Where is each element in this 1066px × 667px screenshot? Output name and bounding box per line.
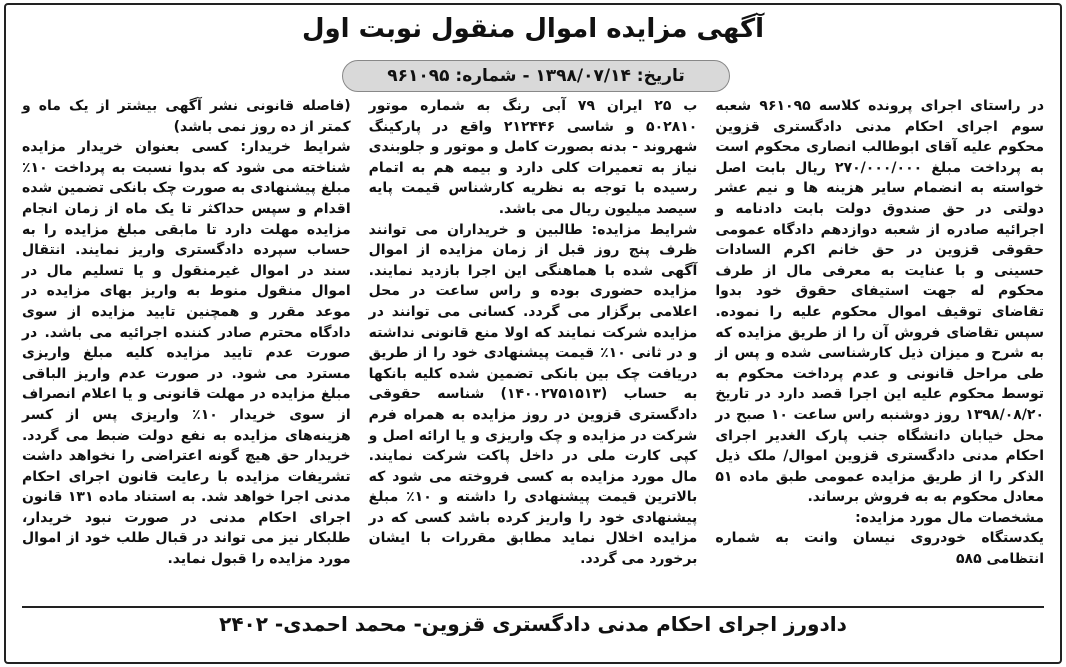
column-left xyxy=(20,96,353,596)
column-right xyxy=(713,96,1046,596)
buyer-conditions: شرایط خریدار: کسی بعنوان خریدار مزایده شناخته می شود که بدوا نسبت به پرداخت ۱۰٪ مبلغ پیشنهادی به صورت چک بانکی تضمین شده اقدام و سپس حداکثر تا یک ماه از زمان انجام مزایده مهلت دارد تا مابقی مبلغ مزایده را به حساب سپرده دادگستری واریز نمایند. انتقال سند در اموال غیرمنقول و یا تسلیم مال در اموال منقول منوط به واریز بهای مزایده در موعد مقرر و همچنین تایید مزایده از سوی دادگاه محترم صادر کننده اجرائیه می باشد. در صورت عدم تایید مزایده کلیه مبلغ واریزی مسترد می شود. در صورت عدم واریز الباقی مبلغ مزایده در مهلت قانونی و یا اعلام انصراف از سوی خریدار ۱۰٪ واریزی پس از کسر هزینه‌های مزایده به نفع دولت ضبط می گردد. خریدار حق هیچ گونه اعتراضی را نخواهد داشت تشریفات مزایده با رعایت قانون اجرای احکام مدنی اجرا خواهد شد. به استناد ماده ۱۳۱ قانون اجرای احکام مدنی در صورت نبود خریدار، طلبکار نیز می تواند در قبال طلب خود از اموال مورد مزایده را قبول نماید. xyxy=(21,139,351,568)
column-middle xyxy=(367,96,700,596)
footer-divider xyxy=(22,606,1044,608)
item-specs-heading: مشخصات مال مورد مزایده: xyxy=(855,509,1044,526)
page-title: آگهی مزایده اموال منقول نوبت اول xyxy=(301,14,765,44)
auction-conditions: شرایط مزایده: طالبین و خریداران می توانند ظرف پنج روز قبل از زمان مزایده از اموال آگهی شده با هماهنگی این اجرا بازدید نمایند. مزایده حضوری بوده و راس ساعت در محل اعلامی برگزار می گردد. کسانی می توانند در مزایده شرکت نمایند که اولا منع قانونی نداشته و در ثانی ۱۰٪ قیمت پیشنهادی خود را از طریق دریافت چک بین بانکی تضمین شده کلیه بانکها به حساب (۱۴۰۰۲۷۵۱۵۱۳) شناسه حقوقی دادگستری قزوین در روز مزایده به همراه فرم شرکت در مزایده و چک واریزی و یا ارائه اصل و کپی کارت ملی در داخل پاکت شرکت نمایند. مال مورد مزایده به کسی فروخته می شود که بالاترین قیمت پیشنهادی را داشته و ۱۰٪ مبلغ پیشنهادی خود را واریز کرده باشد کسی که در مزایده اخلال نماید مطابق مقررات با ایشان برخورد می گردد. xyxy=(368,221,698,568)
date-number-bar: تاریخ: ۱۳۹۸/۰۷/۱۴ - شماره: ۹۶۱۰۹۵ xyxy=(342,60,730,92)
paragraph: یکدستگاه خودروی نیسان وانت به شماره انتظامی ۵۸۵ xyxy=(715,530,1044,568)
paragraph: ب ۲۵ ایران ۷۹ آبی رنگ به شماره موتور ۵۰۲۸۱۰ و شاسی ۲۱۲۴۴۶ واقع در پارکینگ شهروند - بدنه بصورت کامل و موتور و جلوبندی نیاز به تعمیرات کلی دارد و بیمه هم به اتمام رسیده با توجه به نظریه کارشناس قیمت پایه سیصد میلیون ریال می باشد. xyxy=(368,98,698,217)
signature-line: دادورز اجرای احکام مدنی دادگستری قزوین- محمد احمدی- ۲۴۰۲ xyxy=(219,612,847,636)
paragraph: در راستای اجرای پرونده کلاسه ۹۶۱۰۹۵ شعبه سوم اجرای احکام مدنی دادگستری قزوین محکوم علیه آقای ابوطالب انصاری محکوم است به پرداخت مبلغ ۲۷۰/۰۰۰/۰۰۰ ریال بابت اصل خواسته به انضمام سایر هزینه ها و نیم عشر دولتی در حق صندوق دولت بابت دادنامه و اجرائیه صادره از شعبه دوازدهم دادگاه عمومی حقوقی قزوین در حق خانم اکرم السادات حسینی و با عنایت به معرفی مال از طرف محکوم له جهت استیفای حقوق خود بدوا تقاضای توقیف اموال محکوم علیه را نموده. سپس تقاضای فروش آن را از طریق مزایده که به شرح و میزان ذیل کارشناسی شده و پس از طی مراحل قانونی و عدم پرداخت محکوم به توسط محکوم علیه این اجرا قصد دارد در تاریخ ۱۳۹۸/۰۸/۲۰ روز دوشنبه راس ساعت ۱۰ صبح در محل خیابان دانشگاه جنب پارک الغدیر اجرای احکام مدنی دادگستری قزوین اموال/ ملک ذیل الذکر را از طریق مزایده عمومی طبق ماده ۵۱ معادل محکوم به به فروش برساند. xyxy=(715,98,1044,506)
text-columns xyxy=(20,96,1046,596)
paragraph: (فاصله قانونی نشر آگهی بیشتر از یک ماه و کمتر از ده روز نمی باشد) xyxy=(21,98,351,135)
